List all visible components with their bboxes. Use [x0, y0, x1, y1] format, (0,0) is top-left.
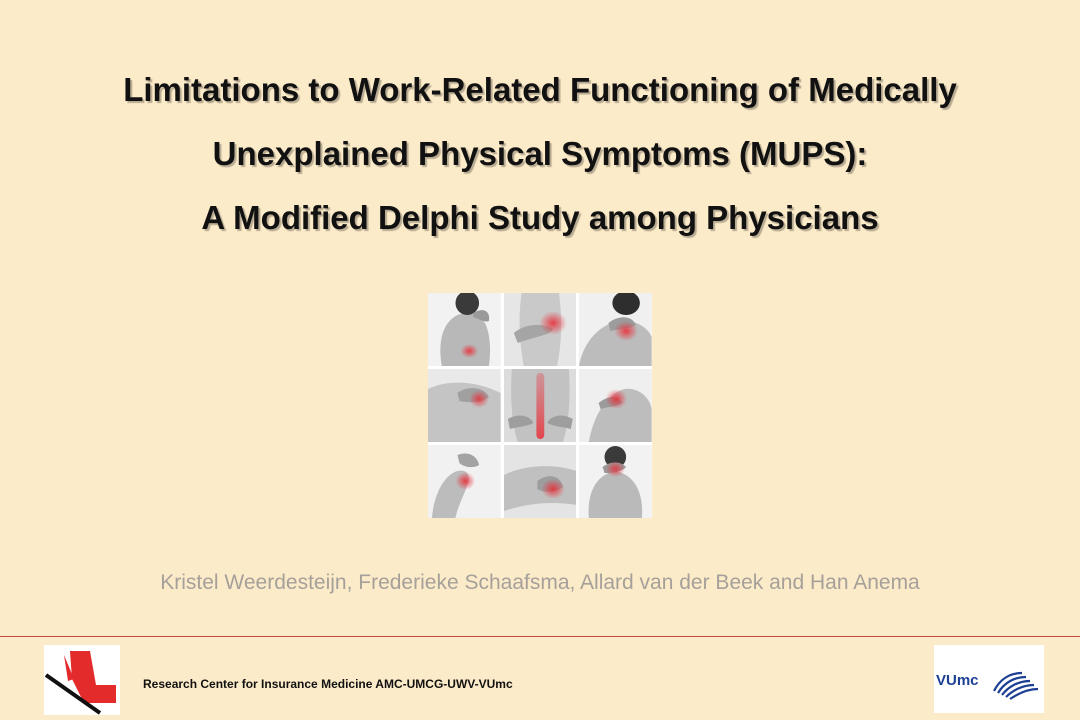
title-line-1: Limitations to Work-Related Functioning of Medically: [123, 71, 957, 108]
tile-lower-back-pain: [504, 293, 577, 366]
tile-upper-back-pain: [579, 445, 652, 518]
tile-hip-pain: [428, 369, 501, 442]
tile-neck-pain: [428, 293, 501, 366]
tile-spine-pain: [504, 369, 577, 442]
vumc-logo: [934, 645, 1044, 713]
tile-knee-pain: [504, 445, 577, 518]
title-line-3: A Modified Delphi Study among Physicians: [201, 199, 879, 236]
vumc-wave-icon: [934, 645, 1044, 713]
tile-shoulder-pain: [579, 293, 652, 366]
tile-shoulder-joint-pain: [579, 369, 652, 442]
footer-divider: [0, 636, 1080, 637]
author-list: Kristel Weerdesteijn, Frederieke Schaafsma, Allard van der Beek and Han Anema: [160, 571, 920, 594]
title-line-2: Unexplained Physical Symptoms (MUPS):: [212, 135, 868, 172]
vumc-logo-text: VUmc: [936, 672, 979, 689]
institution-name: Research Center for Insurance Medicine AMC-UMCG-UWV-VUmc: [143, 677, 513, 691]
pain-photo-collage: [428, 293, 652, 518]
research-center-logo: [44, 645, 120, 715]
tile-elbow-pain: [428, 445, 501, 518]
slide-title: [40, 58, 1040, 250]
